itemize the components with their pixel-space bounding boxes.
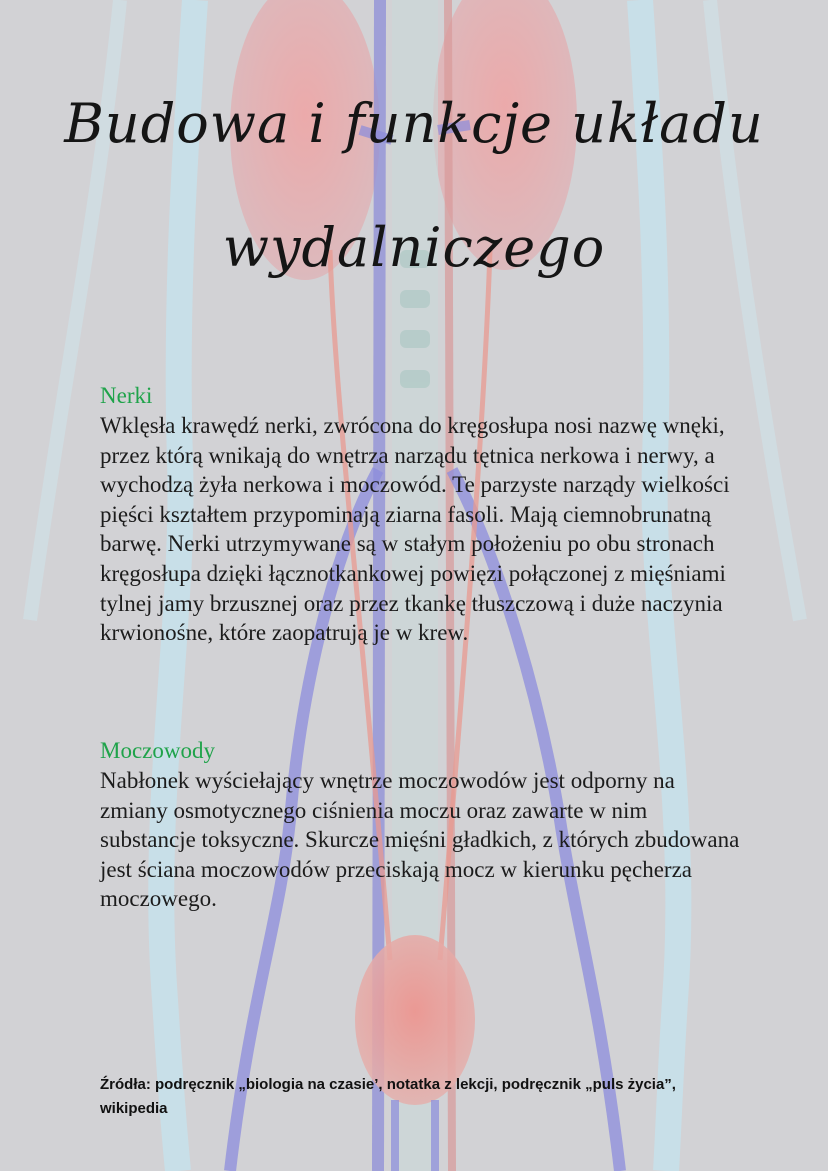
title-line-2: wydalniczego bbox=[222, 216, 606, 279]
section-heading: Nerki bbox=[100, 383, 153, 408]
title-line-1: Budowa i funkcje układu bbox=[64, 92, 764, 155]
section-paragraph: Nabłonek wyściełający wnętrze moczowodów jest odporny na zmiany osmotycznego ciśnienia moczu oraz zawarte w nim substancje toksyczne. Skurcze mięśni gładkich, z których zbudowana jest ściana moczowodów przeciskają mocz w kierunku pęcherza moczowego. bbox=[100, 768, 740, 912]
section-paragraph: Wklęsła krawędź nerki, zwrócona do kręgosłupa nosi nazwę wnęki, przez którą wnikają do wnętrza narządu tętnica nerkowa i nerwy, a wychodzą żyła nerkowa i moczowód. Te parzyste narządy wielkości pięści kształtem przypominają ziarna fasoli. Mają ciemnobrunatną barwę. Nerki utrzymywane są w stałym położeniu po obu stronach kręgosłupa dzięki łącznotkankowej powięzi połączonej z mięśniami tylnej jamy brzusznej oraz przez tkankę tłuszczową i duże naczynia krwionośne, które zaopatrują je w krew. bbox=[100, 413, 730, 646]
section-kidneys bbox=[100, 381, 740, 648]
section-ureters bbox=[100, 736, 740, 914]
sources-note: Źródła: podręcznik „biologia na czasie’, notatka z lekcji, podręcznik „puls życia”, wikipedia bbox=[100, 1076, 676, 1117]
page-title bbox=[60, 62, 768, 310]
section-heading: Moczowody bbox=[100, 738, 215, 763]
